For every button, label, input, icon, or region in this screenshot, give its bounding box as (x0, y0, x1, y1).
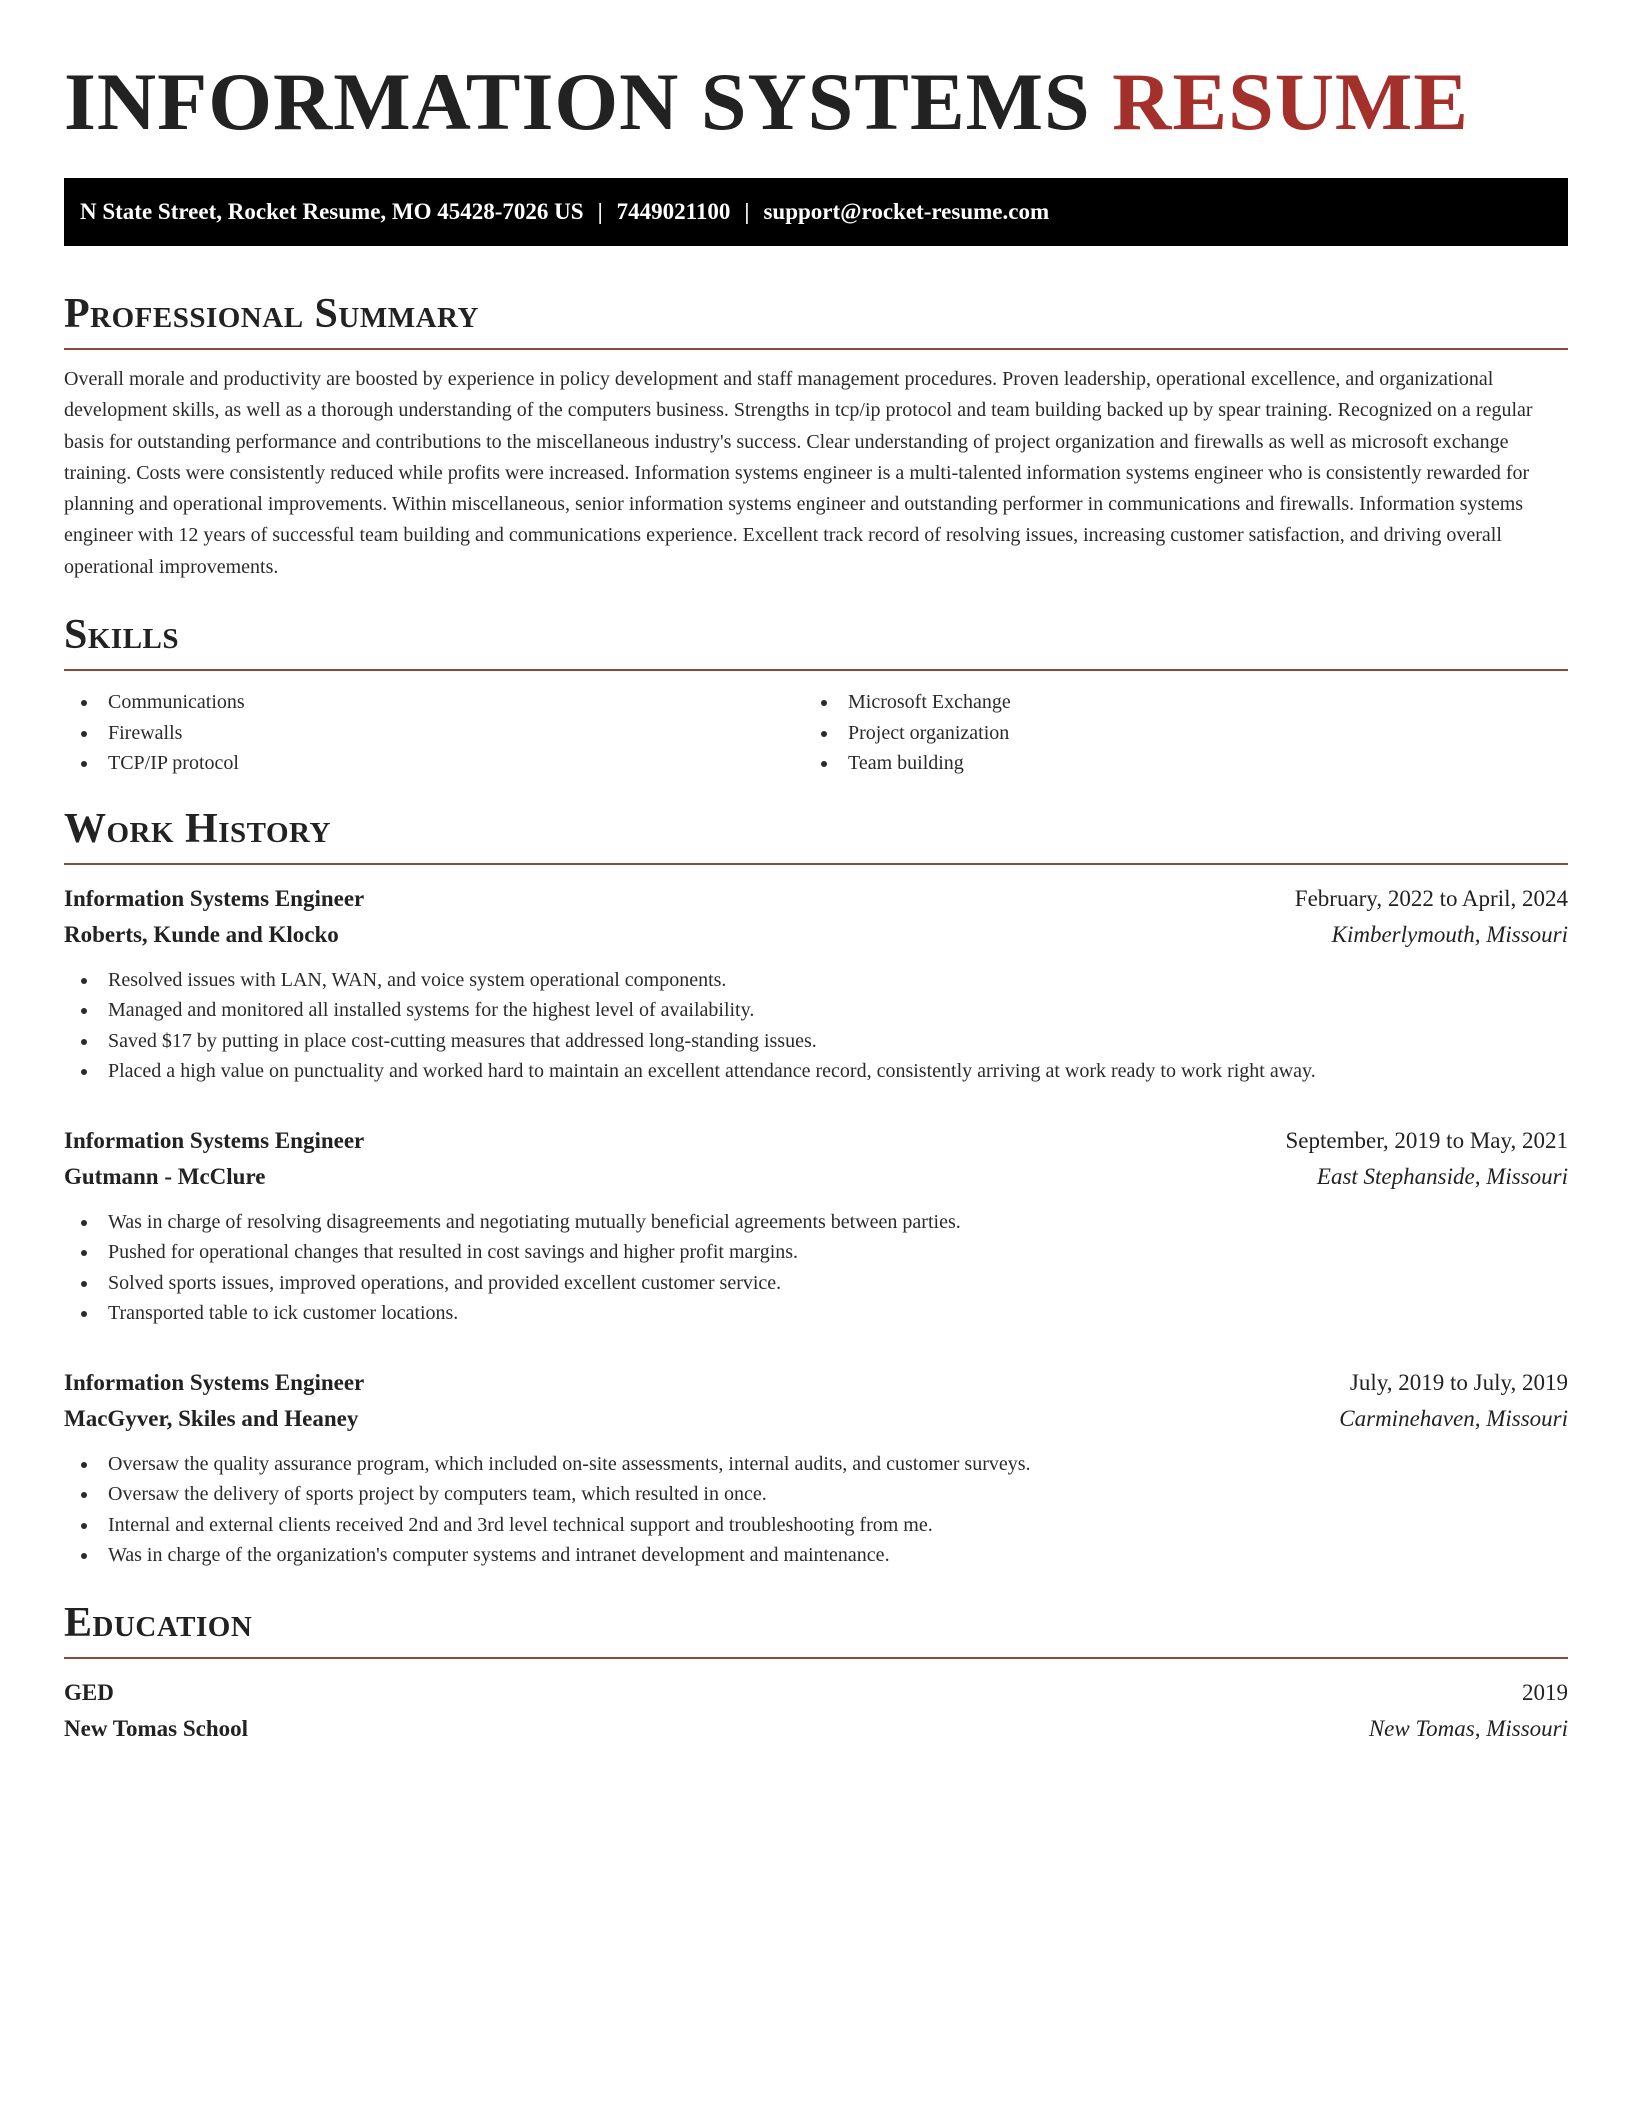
job-location: East Stephanside, Missouri (1316, 1163, 1568, 1189)
section-title-skills: Skills (64, 612, 180, 659)
job-bullet: Was in charge of the organization's computer systems and intranet development and maintenance. (64, 1540, 1568, 1571)
skills-column-left (64, 687, 804, 779)
section-title-education: Education (64, 1599, 253, 1646)
job-company-row (64, 1401, 1568, 1437)
job-bullet: Oversaw the quality assurance program, which included on-site assessments, internal audits, and customer surveys. (64, 1449, 1568, 1480)
skill-item: Team building (804, 748, 1544, 779)
resume-title-accent: RESUME (1112, 56, 1469, 147)
job-dates: September, 2019 to May, 2021 (1285, 1127, 1568, 1153)
contact-email[interactable]: support@rocket-resume.com (763, 199, 1050, 224)
skills-section (64, 607, 1568, 779)
job-header-row (64, 1123, 1568, 1159)
education-entry (64, 1675, 1568, 1747)
section-divider (64, 348, 1568, 350)
skill-item: Project organization (804, 718, 1544, 749)
education-year: 2019 (1522, 1679, 1568, 1705)
contact-separator: | (744, 199, 750, 224)
job-position: Information Systems Engineer (64, 1127, 365, 1153)
job-bullet: Managed and monitored all installed systems for the highest level of availability. (64, 995, 1568, 1026)
job-header-row (64, 1365, 1568, 1401)
summary-text: Overall morale and productivity are boosted by experience in policy development and staff management procedures. Proven leadership, operational excellence, and organizational development skills, as well as a thorough understanding of the computers business. Strengths in tcp/ip protocol and team building backed up by spear training. Recognized on a regular basis for outstanding performance and contributions to the miscellaneous industry's success. Clear understanding of project organization and firewalls as well as microsoft exchange training. Costs were consistently reduced while profits were increased. Information systems engineer is a multi-talented information systems engineer who is consistently rewarded for planning and operational improvements. Within miscellaneous, senior information systems engineer and outstanding performer in communications and firewalls. Information systems engineer with 12 years of successful team building and communications experience. Excellent track record of resolving issues, increasing customer satisfaction, and driving overall operational improvements. (64, 368, 1533, 578)
resume-title (64, 52, 1568, 152)
job-bullets (64, 1207, 1568, 1329)
job-entry (64, 881, 1568, 1087)
job-company: Roberts, Kunde and Klocko (64, 921, 339, 947)
section-divider (64, 863, 1568, 865)
job-dates: February, 2022 to April, 2024 (1294, 885, 1568, 911)
contact-phone: 7449021100 (616, 199, 731, 224)
job-location: Carminehaven, Missouri (1339, 1405, 1568, 1431)
job-bullets (64, 965, 1568, 1087)
skill-item: Firewalls (64, 718, 804, 749)
job-bullet: Transported table to ick customer locations. (64, 1298, 1568, 1329)
section-divider (64, 1657, 1568, 1659)
job-entry (64, 1123, 1568, 1329)
skills-column-right (804, 687, 1544, 779)
section-title-work-history: Work History (64, 805, 331, 852)
education-school-row (64, 1711, 1568, 1747)
job-bullet: Pushed for operational changes that resulted in cost savings and higher profit margins. (64, 1237, 1568, 1268)
job-company: MacGyver, Skiles and Heaney (64, 1405, 359, 1431)
job-company-row (64, 1159, 1568, 1195)
job-header-row (64, 881, 1568, 917)
education-header-row (64, 1675, 1568, 1711)
job-position: Information Systems Engineer (64, 1369, 365, 1395)
work-history-section (64, 801, 1568, 1571)
job-bullet: Solved sports issues, improved operations, and provided excellent customer service. (64, 1268, 1568, 1299)
job-bullet: Resolved issues with LAN, WAN, and voice system operational components. (64, 965, 1568, 996)
job-bullet: Saved $17 by putting in place cost-cutting measures that addressed long-standing issues. (64, 1026, 1568, 1057)
job-position: Information Systems Engineer (64, 885, 365, 911)
education-degree: GED (64, 1679, 114, 1705)
resume-title-main: INFORMATION SYSTEMS (64, 56, 1113, 147)
skills-grid (64, 687, 1568, 779)
job-company-row (64, 917, 1568, 953)
job-bullet: Placed a high value on punctuality and worked hard to maintain an excellent attendance record, consistently arriving at work ready to work right away. (64, 1056, 1568, 1087)
professional-summary-section (64, 286, 1568, 583)
section-divider (64, 669, 1568, 671)
education-school: New Tomas School (64, 1715, 249, 1741)
skill-item: TCP/IP protocol (64, 748, 804, 779)
education-section (64, 1595, 1568, 1747)
section-title-summary: Professional Summary (64, 291, 479, 337)
contact-address: N State Street, Rocket Resume, MO 45428-7026 US (80, 199, 584, 224)
job-bullet: Internal and external clients received 2nd and 3rd level technical support and troubleshooting from me. (64, 1510, 1568, 1541)
job-dates: July, 2019 to July, 2019 (1349, 1369, 1568, 1395)
skill-item: Microsoft Exchange (804, 687, 1544, 718)
job-bullets (64, 1449, 1568, 1571)
job-company: Gutmann - McClure (64, 1163, 266, 1189)
job-location: Kimberlymouth, Missouri (1331, 921, 1568, 947)
job-bullet: Was in charge of resolving disagreements and negotiating mutually beneficial agreements between parties. (64, 1207, 1568, 1238)
job-entry (64, 1365, 1568, 1571)
skill-item: Communications (64, 687, 804, 718)
contact-separator: | (597, 199, 603, 224)
job-bullet: Oversaw the delivery of sports project by computers team, which resulted in once. (64, 1479, 1568, 1510)
education-location: New Tomas, Missouri (1368, 1715, 1568, 1741)
contact-bar (64, 178, 1568, 246)
